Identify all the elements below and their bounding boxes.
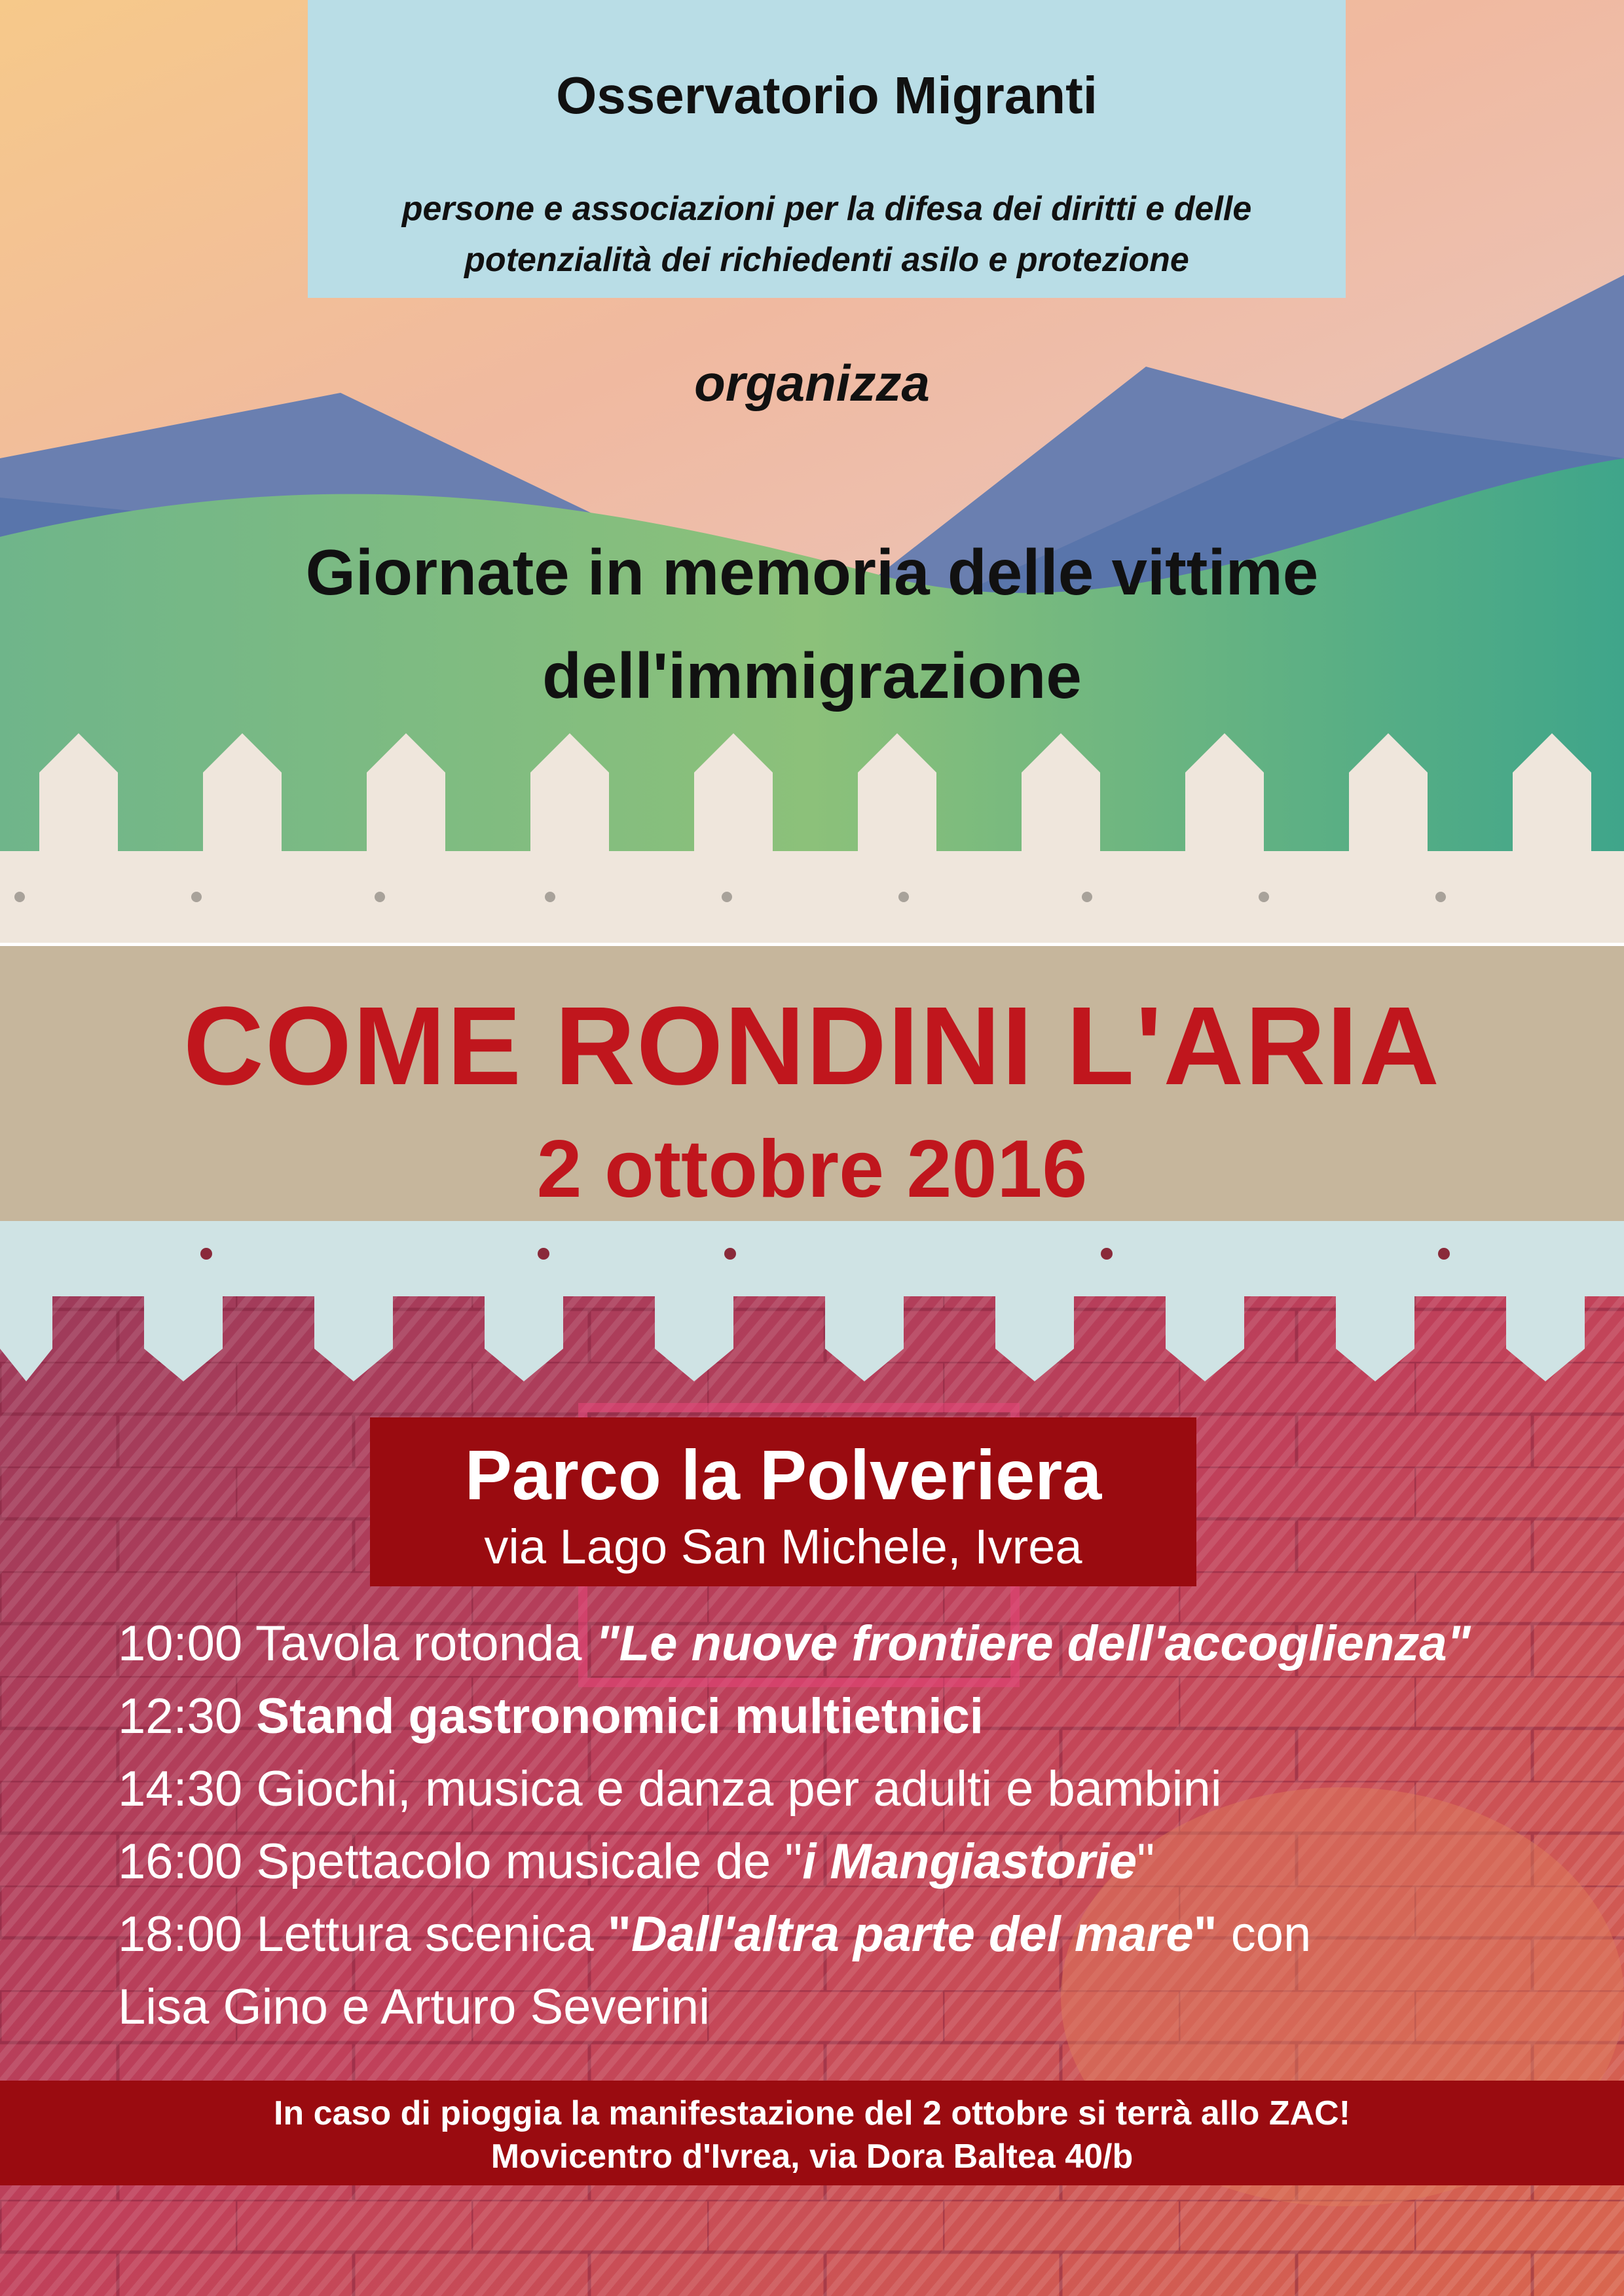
memorial-line2: dell'immigrazione bbox=[542, 640, 1082, 712]
rain-notice-line1: In caso di pioggia la manifestazione del 2 ottobre si terrà allo ZAC! bbox=[273, 2094, 1351, 2132]
programme-item bbox=[118, 1898, 1591, 1971]
programme-text: Spettacolo musicale de " bbox=[256, 1834, 803, 1889]
programme-item-continued: Lisa Gino e Arturo Severini bbox=[118, 1979, 710, 2035]
programme-quote-close: " bbox=[1193, 1906, 1217, 1962]
programme-text: Lettura scenica bbox=[256, 1906, 594, 1962]
programme-quote-open: " bbox=[607, 1906, 631, 1962]
event-title: COME RONDINI L'ARIA bbox=[183, 984, 1441, 1108]
programme-time: 12:30 bbox=[118, 1688, 243, 1744]
programme-item bbox=[118, 1680, 1591, 1753]
programme-text: Tavola rotonda bbox=[255, 1616, 582, 1671]
organizer-name: Osservatorio Migranti bbox=[556, 66, 1098, 124]
programme-time: 14:30 bbox=[118, 1761, 243, 1817]
programme-after: con bbox=[1230, 1906, 1312, 1962]
organizza-label: organizza bbox=[694, 354, 930, 412]
programme-highlight: Stand gastronomici multietnici bbox=[256, 1688, 984, 1744]
programme-after: " bbox=[1137, 1834, 1155, 1889]
programme-time: 16:00 bbox=[118, 1834, 243, 1889]
event-date: 2 ottobre 2016 bbox=[536, 1124, 1088, 1214]
programme-highlight: i Mangiastorie bbox=[802, 1834, 1137, 1889]
programme-highlight: "Le nuove frontiere dell'accoglienza" bbox=[595, 1616, 1471, 1671]
programme-item bbox=[118, 1825, 1591, 1898]
programme-item bbox=[118, 1607, 1591, 1680]
rain-notice bbox=[0, 2092, 1624, 2178]
programme-item bbox=[118, 1753, 1591, 1825]
memorial-heading bbox=[0, 520, 1624, 727]
venue-address: via Lago San Michele, Ivrea bbox=[484, 1520, 1082, 1574]
organizer-tagline bbox=[308, 183, 1346, 285]
programme-time: 10:00 bbox=[118, 1616, 243, 1671]
rain-notice-line2: Movicentro d'Ivrea, via Dora Baltea 40/b bbox=[490, 2138, 1134, 2176]
memorial-line1: Giornate in memoria delle vittime bbox=[305, 536, 1319, 608]
programme-time: 18:00 bbox=[118, 1906, 243, 1962]
organizer-tagline-line2: potenzialità dei richiedenti asilo e protezione bbox=[464, 241, 1189, 279]
programme-highlight: Dall'altra parte del mare bbox=[631, 1906, 1194, 1962]
programme-text: Giochi, musica e danza per adulti e bambini bbox=[256, 1761, 1222, 1817]
programme-list bbox=[118, 1607, 1591, 2043]
organizer-tagline-line1: persone e associazioni per la difesa dei diritti e delle bbox=[401, 190, 1252, 228]
venue-name: Parco la Polveriera bbox=[464, 1435, 1102, 1514]
